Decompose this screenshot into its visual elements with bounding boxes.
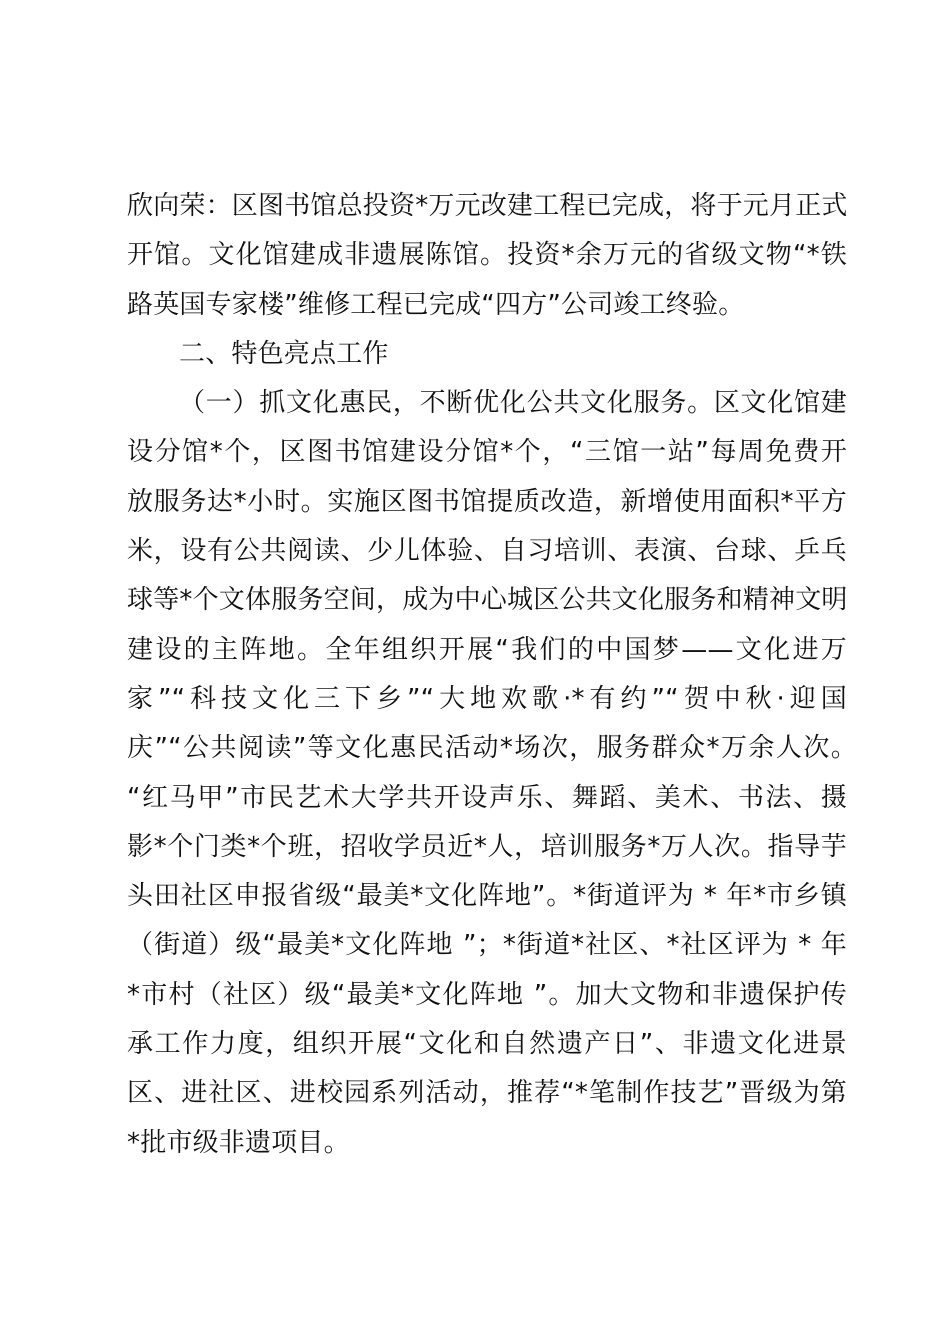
paragraph-line: 欣向荣：区图书馆总投资*万元改建工程已完成，将于元月正式 bbox=[127, 191, 848, 221]
paragraph-line: 影*个门类*个班，招收学员近*人，培训服务*万人次。指导芋 bbox=[127, 831, 847, 862]
subsection-heading-line: （一）抓文化惠民，不断优化公共文化服务。区文化馆建 bbox=[179, 388, 847, 419]
paragraph-line: 区、进社区、进校园系列活动，推荐“*笔制作技艺”晋级为第 bbox=[127, 1078, 847, 1109]
paragraph-line: *市村（社区）级“最美*文化阵地 ”。加大文物和非遗保护传 bbox=[127, 979, 847, 1010]
paragraph-line: 承工作力度，组织开展“文化和自然遗产日”、非遗文化进景 bbox=[127, 1029, 847, 1060]
paragraph-line: 设分馆*个，区图书馆建设分馆*个，“三馆一站”每周免费开 bbox=[127, 437, 847, 468]
paragraph-line: 头田社区申报省级“最美*文化阵地”。*街道评为 * 年*市乡镇 bbox=[127, 881, 847, 912]
paragraph-line: 家”“科技文化三下乡”“大地欢歌·*有约”“贺中秋·迎国 bbox=[127, 683, 847, 714]
paragraph-line: “红马甲”市民艺术大学共开设声乐、舞蹈、美术、书法、摄 bbox=[127, 782, 847, 813]
paragraph-line: （街道）级“最美*文化阵地 ”；*街道*社区、*社区评为 * 年 bbox=[127, 930, 847, 961]
paragraph-line: 放服务达*小时。实施区图书馆提质改造，新增使用面积*平方 bbox=[127, 486, 847, 517]
paragraph-line: 庆”“公共阅读”等文化惠民活动*场次，服务群众*万余人次。 bbox=[127, 733, 857, 764]
paragraph-line: 球等*个文体服务空间，成为中心城区公共文化服务和精神文明 bbox=[127, 585, 848, 616]
paragraph-line: 开馆。文化馆建成非遗展陈馆。投资*余万元的省级文物“*铁 bbox=[127, 240, 847, 271]
document-body bbox=[127, 182, 857, 1168]
paragraph-line: *批市级非遗项目。 bbox=[127, 1127, 350, 1158]
paragraph-line: 米，设有公共阅读、少儿体验、自习培训、表演、台球、乒乓 bbox=[127, 536, 847, 567]
paragraph-line: 路英国专家楼”维修工程已完成“四方”公司竣工终验。 bbox=[127, 289, 745, 320]
section-heading: 二、特色亮点工作 bbox=[179, 338, 389, 369]
paragraph-line: 建设的主阵地。全年组织开展“我们的中国梦——文化进万 bbox=[127, 634, 847, 665]
